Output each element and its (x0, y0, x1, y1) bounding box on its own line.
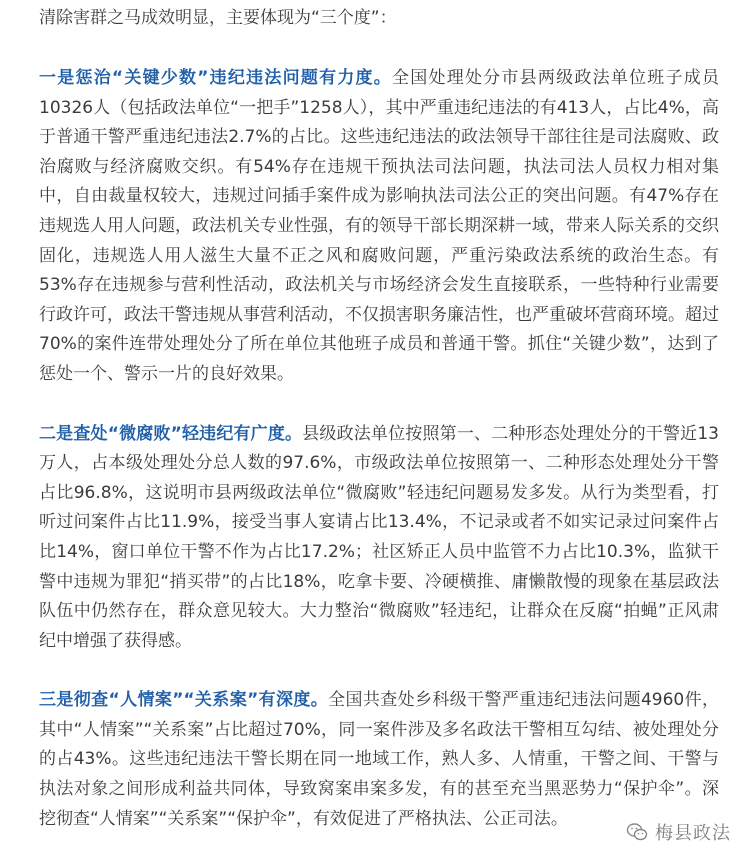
paragraph-favor-cases (39, 686, 719, 834)
intro-text: 清除害群之马成效明显，主要体现为“三个度”： (39, 8, 397, 28)
paragraph-lead: 三是彻查“人情案”“关系案”有深度。 (39, 690, 329, 711)
paragraph-body: 全国处理处分市县两级政法单位班子成员10326人（包括政法单位“一把手”1258人），其中严重违纪违法的有413人，占比4%，高于普通干警严重违纪违法2.7%的占比。这些违纪违法的政法领导干部往往是司法腐败、政治腐败与经济腐败交织。有54%存在违规干预执法司法问题，执法司法人员权力相对集中，自由裁量权较大，违规过问插手案件成为影响执法司法公正的突出问题。有47%存在违规选人用人问题，政法机关专业性强，有的领导干部长期深耕一域，带来人际关系的交织固化，违规选人用人滋生大量不正之风和腐败问题，严重污染政法系统的政治生态。有53%存在违规参与营利性活动，政法机关与市场经济会发生直接联系，一些特种行业需要行政许可，政法干警违规从事营利活动，不仅损害职务廉洁性，也严重破坏营商环境。超过70%的案件连带处理处分了所在单位其他班子成员和普通干警。抓住“关键少数”，达到了惩处一个、警示一片的良好效果。 (39, 68, 719, 384)
source-watermark (625, 819, 733, 845)
paragraph-key-minority (39, 64, 719, 390)
paragraph-body: 全国共查处乡科级干警严重违纪违法问题4960件，其中“人情案”“关系案”占比超过70%，同一案件涉及多名政法干警相互勾结、被处理处分的占43%。这些违纪违法干警长期在同一地域工作，熟人多、人情重，干警之间、干警与执法对象之间形成利益共同体，导致窝案串案多发，有的甚至充当黑恶势力“保护伞”。深挖彻查“人情案”“关系案”“保护伞”，有效促进了严格执法、公正司法。 (39, 690, 719, 829)
paragraph-lead: 一是惩治“关键少数”违纪违法问题有力度。 (39, 68, 393, 88)
paragraph-body: 县级政法单位按照第一、二种形态处理处分的干警近13万人，占本级处理处分总人数的97.6%，市级政法单位按照第一、二种形态处理处分干警占比96.8%，这说明市县两级政法单位“微腐败”轻违纪问题易发多发。从行为类型看，打听过问案件占比11.9%，接受当事人宴请占比13.4%，不记录或者不如实记录过问案件占比14%，窗口单位干警不作为占比17.2%；社区矫正人员中监管不力占比10.3%，监狱干警中违规为罪犯“捎买带”的占比18%，吃拿卡要、冷硬横推、庸懒散慢的现象在基层政法队伍中仍然存在，群众意见较大。大力整治“微腐败”轻违纪，让群众在反腐“拍蝇”正风肃纪中增强了获得感。 (39, 423, 719, 651)
paragraph-micro-corruption (39, 420, 719, 657)
paragraph-lead: 二是查处“微腐败”轻违纪有广度。 (39, 423, 303, 444)
watermark-label: 梅县政法 (655, 823, 731, 844)
article (39, 0, 719, 834)
wechat-icon (625, 820, 649, 844)
